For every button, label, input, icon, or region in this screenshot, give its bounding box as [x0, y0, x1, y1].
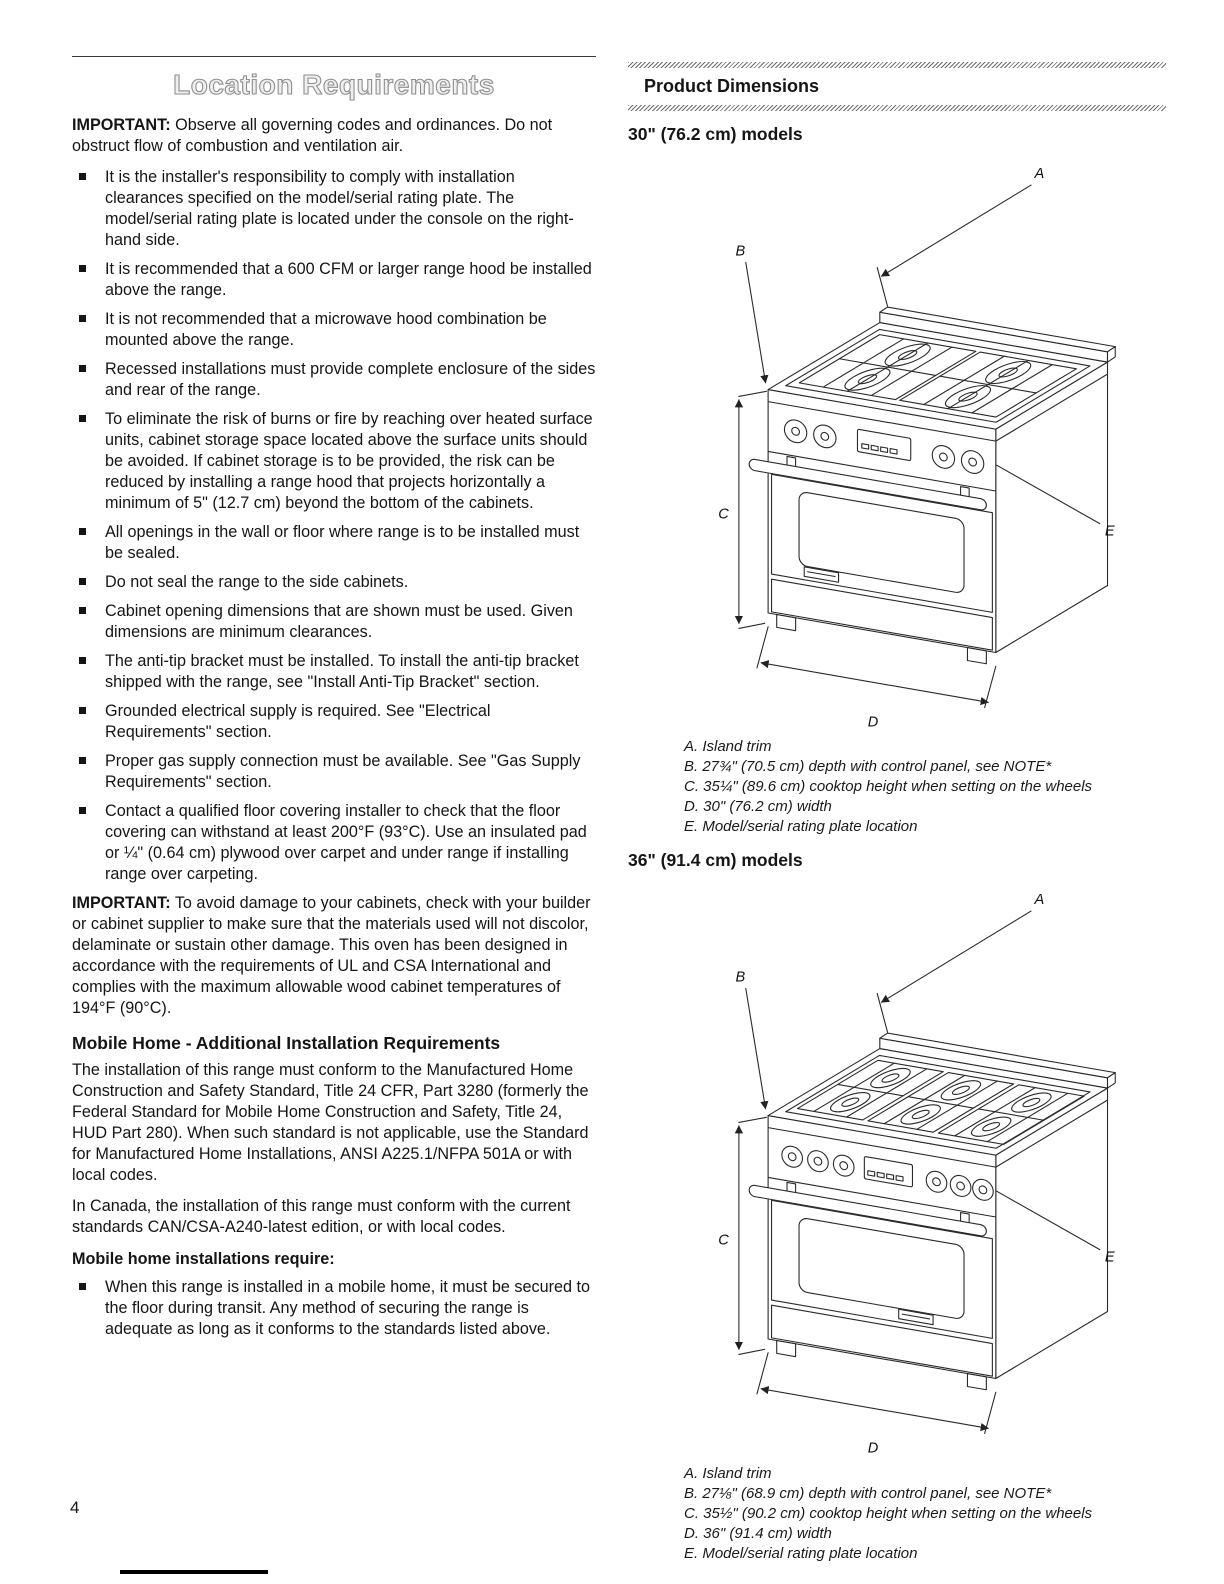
bullet-square-icon [79, 1283, 86, 1290]
dim-label-e: E [1104, 523, 1115, 540]
bullet-square-icon [79, 415, 86, 422]
left-column [72, 56, 596, 1348]
caption-line: C. 35¼" (89.6 cm) cooktop height when setting on the wheels [684, 778, 1093, 796]
caption-line: D. 30" (76.2 cm) width [684, 798, 832, 816]
list-item-text: Do not seal the range to the side cabinets. [105, 573, 409, 591]
list-item-text: The anti-tip bracket must be installed. To install the anti-tip bracket shipped with the range, see "Install Anti-Tip Bracket" section. [105, 652, 579, 691]
bullet-square-icon [79, 365, 86, 372]
left-foot [777, 1341, 796, 1357]
caption-line: E. Model/serial rating plate location [684, 1544, 918, 1562]
list-item [72, 601, 596, 643]
list-item [72, 1277, 596, 1340]
divider [72, 56, 596, 57]
dim-label-a: A [1034, 166, 1045, 183]
important-label: IMPORTANT: [72, 116, 171, 134]
important-text: Observe all governing codes and ordinances. Do not obstruct flow of combustion and ventilation air. [72, 116, 553, 155]
list-item [72, 309, 596, 351]
model-title-36: 36" (91.4 cm) models [628, 850, 803, 871]
bullet-square-icon [79, 315, 86, 322]
list-item-text: When this range is installed in a mobile home, it must be secured to the floor during transit. Any method of securing the range is adequate as long as it conforms to the standards listed above. [105, 1278, 590, 1338]
list-item [72, 751, 596, 793]
model-title-30: 30" (76.2 cm) models [628, 124, 803, 144]
caption-line: C. 35½" (90.2 cm) cooktop height when setting on the wheels [684, 1504, 1093, 1522]
caption-line: B. 27⅛" (68.9 cm) depth with control panel, see NOTE* [684, 1484, 1052, 1502]
list-item [72, 522, 596, 564]
list-item-text: To eliminate the risk of burns or fire by reaching over heated surface units, cabinet storage space located above the surface units should be avoided. If cabinet storage is to be provided, the risk can be reduced by installing a range hood that projects horizontally a minimum of 5" (12.7 cm) beyond the bottom of the cabinets. [105, 410, 593, 512]
list-item [72, 572, 596, 593]
bullet-square-icon [79, 265, 86, 272]
hatched-rule-bottom [628, 105, 1166, 111]
hatched-rule-top [628, 62, 1166, 68]
list-item-text: Proper gas supply connection must be available. See "Gas Supply Requirements" section. [105, 752, 581, 791]
list-item-text: Grounded electrical supply is required. See "Electrical Requirements" section. [105, 702, 491, 741]
list-item [72, 651, 596, 693]
list-item-text: Cabinet opening dimensions that are shown must be used. Given dimensions are minimum clearances. [105, 602, 573, 641]
dim-label-d: D [867, 714, 879, 731]
bullet-square-icon [79, 528, 86, 535]
bullet-square-icon [79, 757, 86, 764]
list-item [72, 259, 596, 301]
dim-label-c: C [718, 1232, 729, 1249]
dim-label-b: B [735, 969, 746, 986]
range-front [749, 1113, 996, 1392]
bullet-square-icon [79, 578, 86, 585]
dim-label-a: A [1034, 892, 1045, 909]
caption-line: E. Model/serial rating plate location [684, 818, 918, 836]
mobile-home-paragraph-1: The installation of this range must conform to the Manufactured Home Construction and Safety Standard, Title 24 CFR, Part 3280 (formerly the Federal Standard for Mobile Home Construction and Safety, Title 24, HUD Part 280). When such standard is not applicable, use the Standard for Manufactured Home Installations, ANSI A225.1/NFPA 501A or with local codes. [72, 1061, 589, 1184]
footer-bar [120, 1570, 268, 1574]
figure-30-inch-range [628, 149, 1166, 733]
mobile-home-heading: Mobile Home - Additional Installation Requirements [72, 1033, 501, 1053]
mobile-home-list [72, 1277, 596, 1340]
list-item-text: Recessed installations must provide complete enclosure of the sides and rear of the range. [105, 360, 596, 399]
range-front [749, 386, 996, 665]
bullet-square-icon [79, 807, 86, 814]
list-item-text: It is the installer's responsibility to comply with installation clearances specified on the model/serial rating plate. The model/serial rating plate is located under the console on the right-hand side. [105, 168, 574, 249]
list-item-text: Contact a qualified floor covering installer to check that the floor covering can withstand at least 200°F (93°C). Use an insulated pad or ¼" (0.64 cm) plywood over carpet and under range if installing range over carpeting. [105, 802, 587, 883]
caption-line: D. 36" (91.4 cm) width [684, 1524, 832, 1542]
list-item-text: All openings in the wall or floor where range is to be installed must be sealed. [105, 523, 580, 562]
important-paragraph [72, 115, 596, 157]
list-item [72, 409, 596, 514]
dim-label-b: B [735, 243, 746, 260]
requirements-list [72, 167, 596, 885]
right-foot [967, 1374, 986, 1390]
page-number: 4 [70, 1498, 80, 1517]
product-dimensions-heading: Product Dimensions [644, 76, 820, 96]
range-drawing-30-icon [665, 149, 1129, 733]
bullet-square-icon [79, 607, 86, 614]
list-item [72, 359, 596, 401]
bullet-square-icon [79, 173, 86, 180]
caption-line: A. Island trim [684, 1464, 772, 1482]
figure-36-inch-range [628, 875, 1166, 1459]
dim-label-c: C [718, 506, 729, 523]
bullet-square-icon [79, 707, 86, 714]
list-item-text: It is recommended that a 600 CFM or larger range hood be installed above the range. [105, 260, 592, 299]
captions-36 [684, 1464, 1166, 1564]
mobile-home-paragraph-2: In Canada, the installation of this range must conform with the current standards CAN/CSA-A240-latest edition, or with local codes. [72, 1197, 571, 1236]
list-item [72, 801, 596, 885]
section-title-location-requirements: Location Requirements [173, 69, 495, 100]
important-text: To avoid damage to your cabinets, check with your builder or cabinet supplier to make sure that the materials used will not discolor, delaminate or sustain other damage. This oven has been designed in accordance with the requirements of UL and CSA International and complies with the maximum allowable wood cabinet temperatures of 194°F (90°C). [72, 894, 591, 1017]
caption-line: B. 27¾" (70.5 cm) depth with control panel, see NOTE* [684, 758, 1052, 776]
captions-30 [684, 737, 1166, 837]
list-item-text: It is not recommended that a microwave hood combination be mounted above the range. [105, 310, 547, 349]
list-item [72, 701, 596, 743]
right-foot [967, 648, 986, 664]
list-item [72, 167, 596, 251]
left-foot [777, 614, 796, 630]
right-column [628, 62, 1166, 1570]
mobile-home-require-heading: Mobile home installations require: [72, 1250, 335, 1268]
important-paragraph-2 [72, 893, 596, 1019]
caption-line: A. Island trim [684, 738, 772, 756]
important-label: IMPORTANT: [72, 894, 171, 912]
dim-label-d: D [867, 1440, 879, 1457]
bullet-square-icon [79, 657, 86, 664]
range-drawing-36-icon [665, 875, 1129, 1459]
dim-label-e: E [1104, 1249, 1115, 1266]
